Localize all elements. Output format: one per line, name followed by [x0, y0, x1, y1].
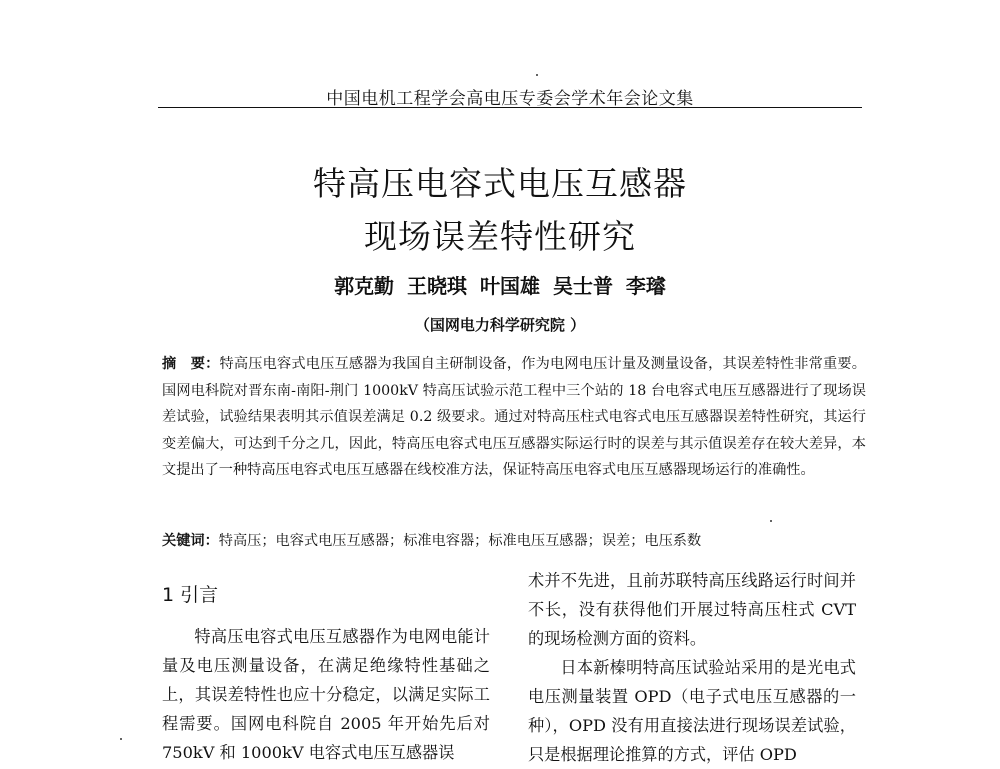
scan-speck: [120, 738, 122, 740]
abstract-text: 特高压电容式电压互感器为我国自主研制设备，作为电网电压计量及测量设备，其误差特性非常重要。国网电科院对晋东南-南阳-荆门 1000kV 特高压试验示范工程中三个站的 18 台电容式电压互感器进行了现场误差试验，试验结果表明其示值误差满足 0.2 级要求。通过对特高压柱式电容式电压互感器误差特性研究，其运行变差偏大，可达到千分之几，因此，特高压电容式电压互感器实际运行时的误差与其示值误差存在较大差异，本文提出了一种特高压电容式电压互感器在线校准方法，保证特高压电容式电压互感器现场运行的准确性。: [162, 356, 866, 479]
paragraph: 术并不先进，且前苏联特高压线路运行时间并不长，没有获得他们开展过特高压柱式 CVT 的现场检测方面的资料。: [528, 571, 856, 648]
abstract-label: 摘 要：: [162, 356, 220, 372]
header-rule: [158, 107, 862, 108]
running-header: 中国电机工程学会高电压专委会学术年会论文集: [326, 89, 694, 109]
scan-speck: [770, 520, 772, 522]
paragraph: 特高压电容式电压互感器作为电网电能计量及电压测量设备，在满足绝缘特性基础之上，其误差特性也应十分稳定，以满足实际工程需要。国网电科院自 2005 年开始先后对 750kV 和 1000kV 电容式电压互感器误: [162, 627, 490, 762]
paragraph: 日本新榛明特高压试验站采用的是光电式电压测量装置 OPD（电子式电压互感器的一种），OPD 没有用直接法进行现场误差试验，只是根据理论推算的方式，评估 OPD: [528, 658, 856, 764]
paper-title-line-2: 现场误差特性研究: [364, 217, 636, 256]
keywords-text: 特高压；电容式电压互感器；标准电容器；标准电压互感器；误差；电压系数: [218, 533, 702, 549]
affiliation: （国网电力科学研究院 ）: [414, 316, 586, 334]
keywords: [162, 528, 866, 554]
keywords-label: 关键词：: [162, 533, 219, 549]
body-column-right: [528, 566, 856, 769]
author-list: 郭克勤 王晓琪 叶国雄 吴士普 李璿: [334, 274, 666, 298]
scan-speck: [536, 74, 538, 76]
body-column-left: [162, 622, 490, 767]
abstract: [162, 351, 866, 484]
section-heading-introduction: 1 引言: [162, 584, 219, 606]
paper-title-line-1: 特高压电容式电压互感器: [313, 164, 687, 203]
